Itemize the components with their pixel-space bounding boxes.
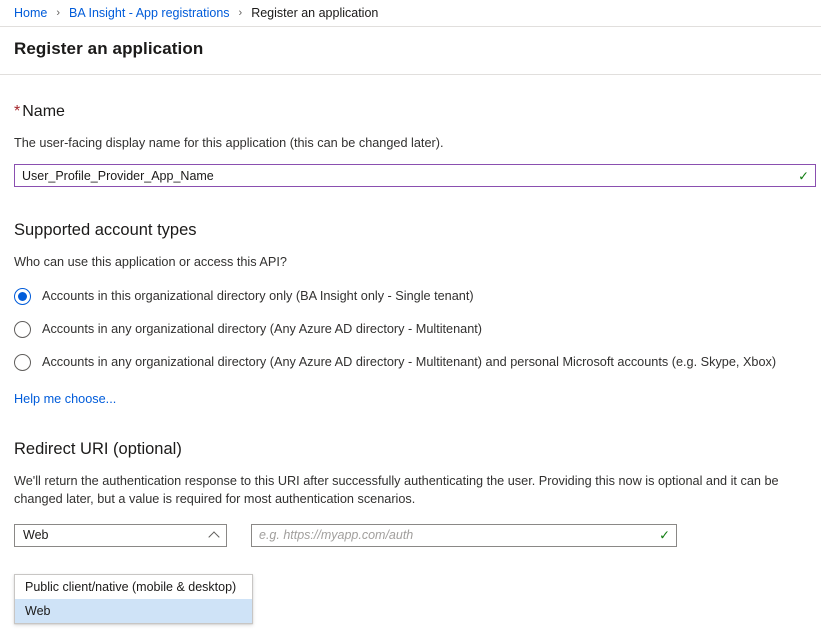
help-me-choose-link[interactable]: Help me choose... [14,391,117,406]
name-label [14,103,807,121]
redirect-uri-heading: Redirect URI (optional) [14,439,182,458]
redirect-uri-type-value: Web [23,528,49,543]
radio-label: Accounts in any organizational directory (Any Azure AD directory - Multitenant) [42,322,483,337]
redirect-uri-description: We'll return the authentication response to this URI after successfully authenticating the user. Providing this now is optional and it can be changed later, but a value is required for most authentication scenarios. [14,473,779,506]
valid-check-icon: ✓ [659,527,670,543]
breadcrumb-separator: › [238,7,243,19]
redirect-uri-input-wrapper [251,524,677,547]
redirect-uri-input[interactable] [252,525,676,546]
name-input[interactable] [15,165,815,186]
supported-account-types-question: Who can use this application or access this API? [14,255,287,270]
radio-single-tenant[interactable] [14,288,807,305]
radio-button-icon[interactable] [14,354,31,371]
dropdown-option-web[interactable]: Web [15,599,252,623]
dropdown-option-public-client[interactable]: Public client/native (mobile & desktop) [25,580,237,594]
redirect-uri-type-dropdown[interactable] [14,574,253,624]
radio-button-icon[interactable] [14,288,31,305]
supported-account-types-heading: Supported account types [14,221,197,240]
chevron-up-icon[interactable] [210,531,219,540]
breadcrumb-item-home[interactable]: Home [14,6,48,20]
radio-multitenant[interactable] [14,321,807,338]
radio-button-icon[interactable] [14,321,31,338]
title-divider [0,74,821,75]
breadcrumb-item-current: Register an application [251,6,379,20]
valid-check-icon: ✓ [798,168,809,184]
radio-label: Accounts in any organizational directory (Any Azure AD directory - Multitenant) and personal Microsoft accounts (e.g. Skype, Xbox) [42,355,777,370]
required-asterisk: * [14,103,21,120]
page-title: Register an application [14,39,204,58]
breadcrumb-item-app-registrations[interactable]: BA Insight - App registrations [69,6,230,20]
name-helper-text: The user-facing display name for this application (this can be changed later). [14,136,444,150]
breadcrumb-separator: › [56,7,61,19]
name-input-wrapper [14,164,816,187]
redirect-uri-row [14,524,807,547]
breadcrumb [0,0,821,27]
redirect-uri-type-select[interactable] [14,524,227,547]
name-label-text: Name [22,103,65,120]
radio-label: Accounts in this organizational directory only (BA Insight only - Single tenant) [42,289,474,304]
radio-multitenant-personal[interactable] [14,354,807,371]
